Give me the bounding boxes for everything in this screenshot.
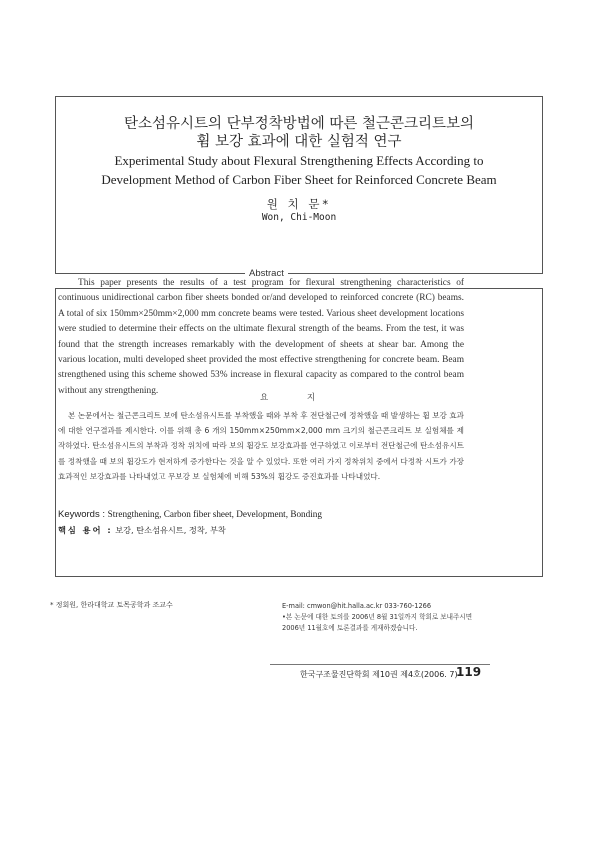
discussion-note: •본 논문에 대한 토의를 2006년 8월 31일까지 학회로 보내주시면 2006년 11월호에 토론결과를 게재하겠습니다. bbox=[282, 613, 473, 632]
abstract-korean-text: 본 논문에서는 철근콘크리트 보에 탄소섬유시트를 부착했을 때와 부착 후 전단철근에 정착했을 때 발생하는 휨 보강 효과에 대한 연구결과를 제시한다. 이를 위해 총 6 개의 150mm×250mm×2,000 mm 크기의 철근콘크리트 보 실험체를 제작하였다. 탄소섬유시트의 부착과 정착 위치에 따라 보의 휨강도 보강효과를 연구하였고 이로부터 전단철근에 탄소섬유시트를 정착했을 때 보의 휨강도가 현저하게 증가한다는 것을 알 수 있었다. 또한 여러 가지 정착위치 중에서 다정착 시트가 가장 효과적인 보강효과를 나타내었고 무보강 보 실험체에 비해 53%의 휨강도 증진효과를 나타내었다. bbox=[58, 411, 464, 481]
abstract-english-text: This paper presents the results of a test program for flexural strengthening characteristics of continuous unidirectional carbon fiber sheets bonded or/and developed to reinforced concrete (RC) beams. A total of six 150mm×250mm×2,000 mm concrete beams were tested. Various sheet development locations were studied to determine their effects on the ultimate flexural strength of the beams. From the test, it was found that the strength increases remarkably with the development of sheets at shear bar. Among the various location, multi developed sheet provided the most effective strengthening for concrete beam. Beam strengthened using this scheme showed 53% increase in flexural capacity as compared to the control beam without any strengthening. bbox=[58, 278, 464, 396]
abstract-korean bbox=[58, 408, 464, 484]
korean-title-line-1: 탄소섬유시트의 단부정착방법에 따른 철근콘크리트보의 bbox=[124, 116, 474, 132]
korean-title-line-2: 휨 보강 효과에 대한 실험적 연구 bbox=[196, 134, 402, 150]
abstract-label: Abstract bbox=[245, 268, 288, 279]
contact-footnote bbox=[282, 601, 482, 634]
keywords-values: Strengthening, Carbon fiber sheet, Development, Bonding bbox=[107, 509, 322, 519]
journal-footer: 한국구조물진단학회 제10권 제4호(2006. 7) bbox=[300, 670, 458, 679]
abstract-english bbox=[58, 276, 464, 399]
keywords-label: Keywords : bbox=[58, 509, 105, 520]
page-number: 119 bbox=[456, 665, 482, 679]
keywords-english bbox=[58, 509, 322, 520]
author-affiliation-footnote: * 정회원, 한라대학교 토목공학과 조교수 bbox=[50, 601, 173, 609]
keywords-korean-label: 핵심 용어 : bbox=[58, 525, 113, 535]
keywords-korean-values: 보강, 탄소섬유시트, 정착, 부착 bbox=[115, 525, 226, 535]
author-english: Won, Chi-Moon bbox=[261, 212, 337, 223]
email-line: E-mail: cmwon@hit.halla.ac.kr 033-760-1266 bbox=[282, 602, 432, 610]
author-korean: 원 치 문* bbox=[266, 197, 332, 211]
english-title-line-1: Experimental Study about Flexural Strengthening Effects According to bbox=[114, 153, 484, 168]
korean-abstract-heading: 요 지 bbox=[260, 393, 334, 403]
keywords-korean bbox=[58, 525, 226, 536]
english-title-line-2: Development Method of Carbon Fiber Sheet for Reinforced Concrete Beam bbox=[101, 172, 497, 187]
